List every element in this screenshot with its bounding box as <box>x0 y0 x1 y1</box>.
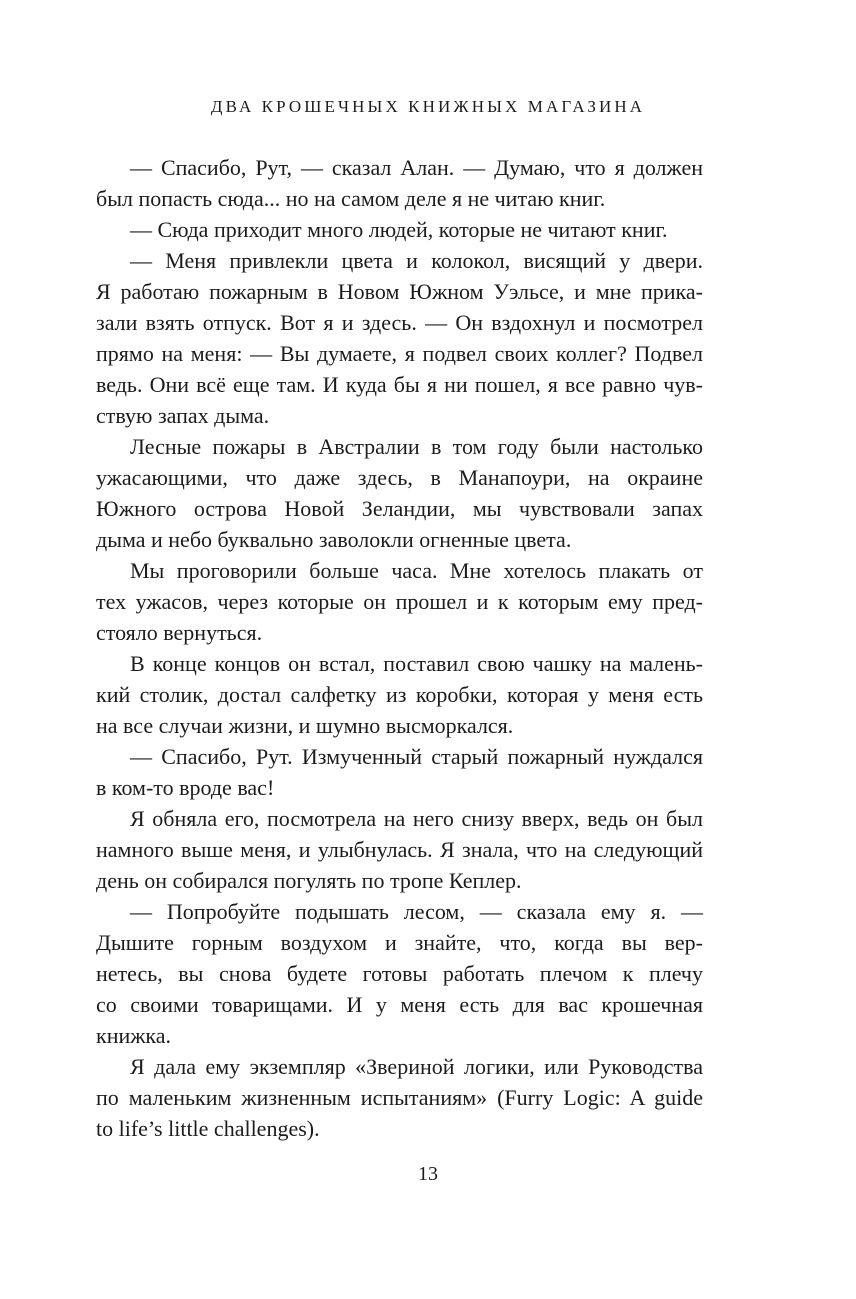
text-line: ведь. Они всё еще там. И куда бы я ни пошел, я все равно чув- <box>96 372 703 397</box>
text-line: стояло вернуться. <box>96 620 263 645</box>
text-line: Лесные пожары в Австралии в том году были настолько <box>130 434 703 459</box>
text-line: Южного острова Новой Зеландии, мы чувствовали запах <box>96 496 703 521</box>
text-line: книжка. <box>96 1023 172 1048</box>
text-line: по маленьким жизненным испытаниям» (Furry Logic: A guide <box>96 1085 703 1110</box>
body-text <box>96 152 703 1144</box>
text-line: — Попробуйте подышать лесом, — сказала ему я. — <box>130 899 703 924</box>
text-line: Дышите горным воздухом и знайте, что, когда вы вер- <box>96 930 703 955</box>
text-line: прямо на меня: — Вы думаете, я подвел своих коллег? Подвел <box>96 341 703 366</box>
text-line: Я обняла его, посмотрела на него снизу вверх, ведь он был <box>130 806 703 831</box>
text-line: нетесь, вы снова будете готовы работать плечом к плечу <box>96 961 703 986</box>
text-line: ствую запах дыма. <box>96 403 270 428</box>
text-line: — Сюда приходит много людей, которые не читают книг. <box>130 217 668 242</box>
text-line: Я работаю пожарным в Новом Южном Уэльсе, и мне прика- <box>96 279 703 304</box>
text-line: Я дала ему экземпляр «Звериной логики, или Руководства <box>130 1054 703 1079</box>
text-line: день он собирался погулять по тропе Кеплер. <box>96 868 522 893</box>
running-head: ДВА КРОШЕЧНЫХ КНИЖНЫХ МАГАЗИНА <box>210 97 646 116</box>
text-line: Мы проговорили больше часа. Мне хотелось плакать от <box>130 558 703 583</box>
text-line: — Спасибо, Рут, — сказал Алан. — Думаю, что я должен <box>130 155 703 180</box>
text-line: был попасть сюда... но на самом деле я не читаю книг. <box>96 186 606 211</box>
text-line: в ком-то вроде вас! <box>96 775 275 800</box>
page-number: 13 <box>418 1163 438 1185</box>
text-line: намного выше меня, и улыбнулась. Я знала, что на следующий <box>96 837 703 862</box>
text-line: кий столик, достал салфетку из коробки, которая у меня есть <box>96 682 703 707</box>
text-line: на все случаи жизни, и шумно высморкался. <box>96 713 514 738</box>
text-line: зали взять отпуск. Вот я и здесь. — Он вздохнул и посмотрел <box>96 310 703 335</box>
text-line: со своими товарищами. И у меня есть для вас крошечная <box>96 992 703 1017</box>
text-line: to life’s little challenges). <box>96 1116 320 1141</box>
text-line: — Меня привлекли цвета и колокол, висящий у двери. <box>130 248 703 273</box>
text-line: В конце концов он встал, поставил свою чашку на малень- <box>130 651 703 676</box>
text-line: — Спасибо, Рут. Измученный старый пожарный нуждался <box>130 744 703 769</box>
text-line: дыма и небо буквально заволокли огненные цвета. <box>96 527 572 552</box>
text-line: ужасающими, что даже здесь, в Манапоури, на окраине <box>96 465 703 490</box>
text-line: тех ужасов, через которые он прошел и к которым ему пред- <box>96 589 703 614</box>
